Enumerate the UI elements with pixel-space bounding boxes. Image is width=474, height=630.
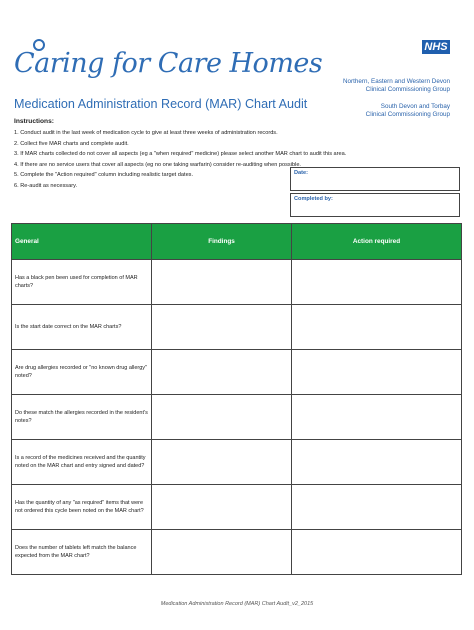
action-required-cell[interactable]: [292, 260, 462, 305]
action-required-cell[interactable]: [292, 350, 462, 395]
ccg-northern-eastern-western-devon: [343, 78, 450, 94]
audit-question: Has the quantity of any "as required" items that were not ordered this cycle been noted on the MAR chart?: [12, 485, 152, 530]
table-row: [12, 305, 462, 350]
action-required-cell[interactable]: [292, 485, 462, 530]
action-required-cell[interactable]: [292, 395, 462, 440]
table-row: [12, 485, 462, 530]
table-row: [12, 530, 462, 575]
column-header-findings: Findings: [152, 224, 292, 260]
instruction-item: 2. Collect five MAR charts and complete audit.: [14, 140, 129, 147]
findings-cell[interactable]: [152, 395, 292, 440]
ccg-type: Clinical Commissioning Group: [365, 111, 450, 118]
instruction-item: 5. Complete the "Action required" column including realistic target dates.: [14, 172, 194, 179]
logo-text: Caring for Care Homes: [14, 48, 323, 79]
instruction-item: 3. If MAR charts collected do not cover all aspects (eg a "when required" medicine) please select another MAR chart to audit this area.: [14, 151, 347, 158]
ccg-type: Clinical Commissioning Group: [365, 86, 450, 93]
ccg-name: South Devon and Torbay: [380, 103, 450, 110]
findings-cell[interactable]: [152, 305, 292, 350]
instruction-item: 4. If there are no service users that cover all aspects (eg no one taking warfarin) consider re-auditing when possible.: [14, 161, 301, 168]
audit-question: Do these match the allergies recorded in the resident's notes?: [12, 395, 152, 440]
findings-cell[interactable]: [152, 260, 292, 305]
table-row: [12, 395, 462, 440]
action-required-cell[interactable]: [292, 440, 462, 485]
audit-question: Is a record of the medicines received and the quantity noted on the MAR chart and entry signed and dated?: [12, 440, 152, 485]
audit-question: Has a black pen been used for completion of MAR charts?: [12, 260, 152, 305]
action-required-cell[interactable]: [292, 305, 462, 350]
instruction-item: 6. Re-audit as necessary.: [14, 182, 78, 189]
action-required-cell[interactable]: [292, 530, 462, 575]
date-field[interactable]: [290, 167, 460, 191]
audit-question: Does the number of tablets left match the balance expected from the MAR chart?: [12, 530, 152, 575]
instruction-item: 1. Conduct audit in the last week of medication cycle to give at least three weeks of administration records.: [14, 130, 278, 136]
table-row: [12, 350, 462, 395]
nhs-logo: NHS: [422, 40, 450, 54]
document-title: Medication Administration Record (MAR) Chart Audit: [14, 97, 308, 111]
table-header-row: [12, 224, 462, 260]
ccg-south-devon-torbay: [366, 103, 450, 119]
column-header-action-required: Action required: [292, 224, 462, 260]
findings-cell[interactable]: [152, 440, 292, 485]
table-row: [12, 260, 462, 305]
completed-by-field[interactable]: [290, 193, 460, 217]
ccg-name: Northern, Eastern and Western Devon: [343, 78, 450, 85]
table-row: [12, 440, 462, 485]
completed-by-label: Completed by:: [294, 196, 333, 202]
instructions-heading: Instructions:: [14, 118, 54, 125]
document-footer: Medication Administration Record (MAR) Chart Audit_v2_2015: [160, 601, 314, 607]
findings-cell[interactable]: [152, 350, 292, 395]
audit-question: Are drug allergies recorded or "no known drug allergy" noted?: [12, 350, 152, 395]
audit-table: [11, 223, 462, 575]
column-header-general: General: [12, 224, 152, 260]
date-label: Date:: [294, 170, 308, 176]
findings-cell[interactable]: [152, 530, 292, 575]
findings-cell[interactable]: [152, 485, 292, 530]
audit-question: Is the start date correct on the MAR charts?: [12, 305, 152, 350]
